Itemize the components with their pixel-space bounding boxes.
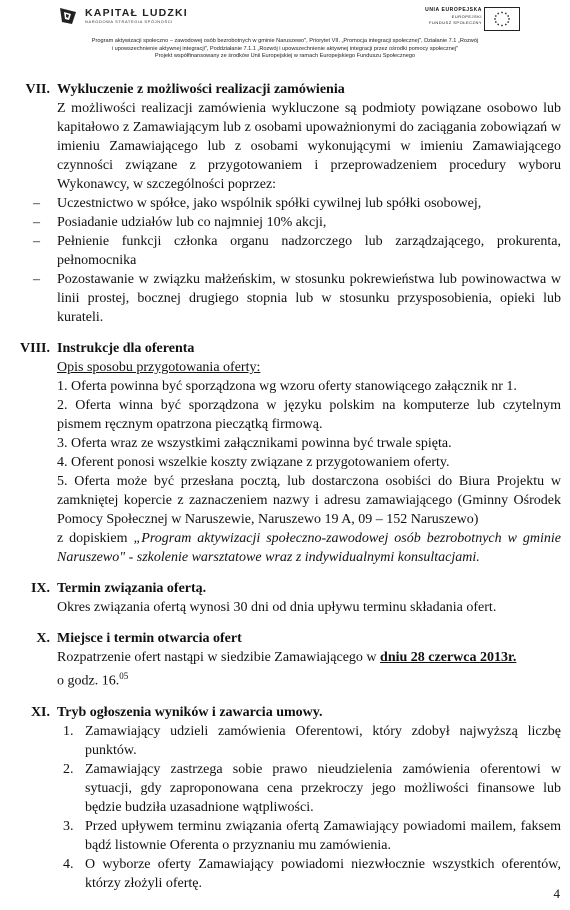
list-item-number: 3. — [63, 818, 74, 834]
eu-flag-icon — [484, 7, 520, 31]
section-number: XI. — [30, 704, 50, 720]
dash-marker: – — [33, 234, 40, 249]
list-item-text: Przed upływem terminu związania ofertą Zamawiający powiadomi mailem, faksem bądź listownie Oferenta o przyznaniu mu zamówienia. — [85, 818, 561, 853]
tail-italic: „Program aktywizacji społeczno-zawodowej osób bezrobotnych w gminie Naruszewo" - szkolenie warsztatowe wraz z indywidualnymi konsultacjami. — [57, 531, 561, 565]
section-body: Z możliwości realizacji zamówienia wykluczone są podmioty powiązane osobowo lub kapitałowo z Zamawiającym lub z osobami upoważnionymi do zaciągania zobowiązań w imieniu Zamawiającego lub z osobami wykonującymi w imieniu Zamawiającego czynności związane z przygotowaniem i przeprowadzeniem procedury wyboru Wykonawcy, w szczególności poprzez: — [57, 101, 561, 192]
section-body — [57, 648, 561, 667]
program-line-3: Projekt współfinansowany ze środków Unii Europejskiej w ramach Europejskiego Funduszu Społecznego — [154, 53, 416, 60]
section-title: Termin związania ofertą. — [57, 581, 207, 596]
section-subtitle: Opis sposobu przygotowania oferty: — [57, 360, 261, 375]
list-item — [57, 817, 561, 855]
logo-right-line3: FUNDUSZ SPOŁECZNY — [429, 20, 482, 25]
list-item: 3. Oferta wraz ze wszystkimi załącznikami powinna być trwale spięta. — [57, 436, 452, 451]
section-title: Instrukcje dla oferenta — [57, 341, 195, 356]
section-title: Tryb ogłoszenia wyników i zawarcia umowy. — [57, 704, 323, 720]
list-item-text: Pełnienie funkcji członka organu nadzorczego lub zarządzającego, prokurenta, pełnomocnika — [57, 234, 561, 268]
section-viii — [16, 339, 561, 567]
list-item-number: 2. — [63, 761, 74, 777]
list-item: 1. Oferta powinna być sporządzona wg wzoru oferty stanowiącego załącznik nr 1. — [57, 379, 517, 394]
dash-marker: – — [33, 272, 40, 287]
list-item: 4. Oferent ponosi wszelkie koszty związane z przygotowaniem oferty. — [57, 455, 450, 470]
logo-right-line2: EUROPEJSKI — [451, 14, 482, 19]
list-item — [57, 722, 561, 760]
section-number: VII. — [25, 82, 50, 97]
dash-marker: – — [33, 215, 40, 230]
section-number: IX. — [30, 581, 50, 596]
list-item: 2. Oferta winna być sporządzona w języku polskim na komputerze lub czytelnym pismem ręcznym opatrzona pieczątką firmową. — [57, 398, 561, 432]
list-item-text: Zamawiający udzieli zamówienia Oferentowi, który zdobył najwyższą liczbę punktów. — [85, 723, 561, 758]
list-item — [57, 855, 561, 893]
list-item — [16, 213, 561, 232]
opening-date: dniu 28 czerwca 2013r. — [380, 650, 517, 665]
section-x — [16, 629, 561, 691]
program-line-2: i upowszechnienie aktywnej integracji", Poddziałanie 7.1.1 „Rozwój i upowszechnienie aktywnej integracji przez ośrodki pomocy społecznej" — [111, 45, 459, 52]
list-item-text: Posiadanie udziałów lub co najmniej 10% akcji, — [57, 215, 327, 230]
section-number: X. — [36, 631, 50, 646]
list-item-text: O wyborze oferty Zamawiający powiadomi niezwłocznie wszystkich oferentów, którzy złożyli ofertę. — [85, 856, 561, 891]
section-vii — [16, 80, 561, 327]
page-number: 4 — [553, 886, 560, 901]
time-prefix: o godz. 16. — [57, 673, 120, 689]
section-number: VIII. — [20, 341, 50, 356]
body-prefix: Rozpatrzenie ofert nastąpi w siedzibie Zamawiającego w — [57, 650, 381, 665]
list-item-text: Zamawiający zastrzega sobie prawo nieudzielenia zamówienia oferentowi w sytuacji, gdy zaproponowana cena przekroczy jego możliwości finansowe lub będzie budziła uzasadnione wątpliwości. — [85, 761, 561, 815]
section-ix — [16, 579, 561, 617]
list-item — [57, 760, 561, 817]
list-item — [16, 232, 561, 270]
kapital-ludzki-flag-icon — [58, 6, 78, 26]
list-item — [16, 270, 561, 327]
logo-right-line1: UNIA EUROPEJSKA — [425, 7, 482, 13]
list-item — [16, 194, 561, 213]
kapital-ludzki-logo — [58, 6, 208, 30]
document-body — [16, 80, 561, 893]
section-body: Okres związania ofertą wynosi 30 dni od dnia upływu terminu składania ofert. — [57, 600, 497, 615]
program-line-1: Program aktywizacji społeczno – zawodowej osób bezrobotnych w gminie Naruszewo", Priorytet VII. „Promocja integracji społecznej", Działanie 7.1 „Rozwój — [91, 38, 479, 44]
section-xi — [16, 703, 561, 893]
dash-marker: – — [33, 196, 40, 211]
list-item-text: Pozostawanie w związku małżeńskim, w stosunku pokrewieństwa lub powinowactwa w linii prostej, bocznej drugiego stopnia lub w stosunku przysposobienia, opieki lub kurateli. — [57, 272, 561, 325]
program-description — [8, 38, 562, 61]
section-title: Wykluczenie z możliwości realizacji zamówienia — [57, 82, 345, 97]
logo-left-subtitle: NARODOWA STRATEGIA SPÓJNOŚCI — [85, 19, 173, 24]
opening-time — [57, 667, 561, 691]
list-item-number: 4. — [63, 856, 74, 872]
time-minutes: 05 — [119, 671, 129, 681]
section-title: Miejsce i termin otwarcia ofert — [57, 631, 242, 646]
list-item: 5. Oferta może być przesłana pocztą, lub dostarczona osobiści do Biura Projektu w zamkniętej kopercie z zaznaczeniem nazwy i adresu zamawiającego (Gminny Ośrodek Pomocy Społecznej w Naruszewie, Naruszewo 19 A, 09 – 152 Naruszewo) — [57, 474, 561, 527]
logo-left-name: KAPITAŁ LUDZKI — [85, 7, 188, 19]
list-item-text: Uczestnictwo w spółce, jako wspólnik spółki cywilnej lub spółki osobowej, — [57, 196, 482, 211]
list-item-number: 1. — [63, 723, 74, 739]
tail-prefix: z dopiskiem — [57, 531, 134, 546]
section-tail — [57, 529, 561, 567]
page-header — [0, 0, 570, 72]
eu-logo — [410, 6, 522, 30]
